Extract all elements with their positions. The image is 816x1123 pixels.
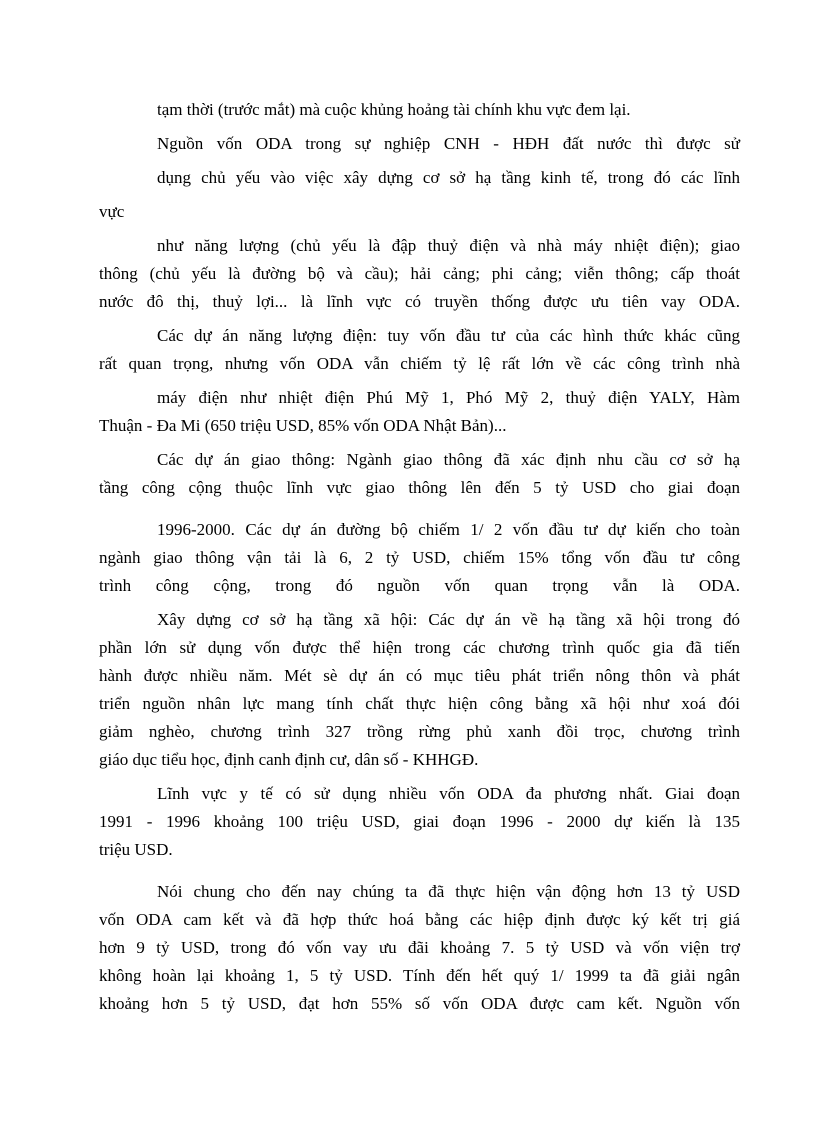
text-line: 1991 - 1996 khoảng 100 triệu USD, giai đoạn 1996 - 2000 dự kiến là 135 (99, 812, 740, 831)
text-line: khoảng hơn 5 tỷ USD, đạt hơn 55% số vốn ODA được cam kết. Nguồn vốn (99, 994, 740, 1013)
text-line: vực (99, 202, 125, 221)
text-line: không hoàn lại khoảng 1, 5 tỷ USD. Tính đến hết quý 1/ 1999 ta đã giải ngân (99, 966, 740, 985)
text-line: trình công cộng, trong đó nguồn vốn quan trọng vẫn là ODA. (99, 576, 740, 595)
text-line: dụng chủ yếu vào việc xây dựng cơ sở hạ tầng kinh tế, trong đó các lĩnh (157, 168, 740, 187)
text-line: ngành giao thông vận tải là 6, 2 tỷ USD, chiếm 15% tổng vốn đầu tư công (99, 548, 740, 567)
text-line: Thuận - Đa Mi (650 triệu USD, 85% vốn ODA Nhật Bản)... (99, 416, 507, 435)
text-line: Các dự án giao thông: Ngành giao thông đã xác định nhu cầu cơ sở hạ (157, 450, 740, 469)
text-line: Xây dựng cơ sở hạ tầng xã hội: Các dự án về hạ tầng xã hội trong đó (157, 610, 740, 629)
text-line: tầng công cộng thuộc lĩnh vực giao thông lên đến 5 tỷ USD cho giai đoạn (99, 478, 740, 497)
text-line: phần lớn sử dụng vốn được thể hiện trong các chương trình quốc gia đã tiến (99, 638, 740, 657)
text-line: hành được nhiều năm. Mét sè dự án có mục tiêu phát triển nông thôn và phát (99, 666, 740, 685)
text-line: như năng lượng (chủ yếu là đập thuỷ điện và nhà máy nhiệt điện); giao (157, 236, 740, 255)
document-body (99, 96, 740, 1018)
text-line: Nguồn vốn ODA trong sự nghiệp CNH - HĐH đất nước thì được sử (157, 134, 740, 153)
text-line: Các dự án năng lượng điện: tuy vốn đầu tư của các hình thức khác cũng (157, 326, 740, 345)
text-line: vốn ODA cam kết và đã hợp thức hoá bằng các hiệp định được ký kết trị giá (99, 910, 740, 929)
text-line: giáo dục tiểu học, định canh định cư, dân số - KHHGĐ. (99, 750, 479, 769)
text-line: thông (chủ yếu là đường bộ và cầu); hải cảng; phi cảng; viễn thông; cấp thoát (99, 264, 740, 283)
text-line: triển nguồn nhân lực mang tính chất thực hiện công bằng xã hội như xoá đói (99, 694, 740, 713)
text-line: rất quan trọng, nhưng vốn ODA vẫn chiếm tỷ lệ rất lớn về các công trình nhà (99, 354, 740, 373)
text-line: Lĩnh vực y tế có sử dụng nhiều vốn ODA đa phương nhất. Giai đoạn (157, 784, 740, 803)
text-line: nước đô thị, thuỷ lợi... là lĩnh vực có truyền thống được ưu tiên vay ODA. (99, 292, 740, 311)
text-line: hơn 9 tỷ USD, trong đó vốn vay ưu đãi khoảng 7. 5 tỷ USD và vốn viện trợ (99, 938, 740, 957)
text-line: máy điện như nhiệt điện Phú Mỹ 1, Phó Mỹ 2, thuỷ điện YALY, Hàm (157, 388, 740, 407)
text-line: 1996-2000. Các dự án đường bộ chiếm 1/ 2 vốn đầu tư dự kiến cho toàn (157, 520, 740, 539)
text-line: tạm thời (trước mắt) mà cuộc khủng hoảng tài chính khu vực đem lại. (157, 100, 631, 119)
text-line: giảm nghèo, chương trình 327 trồng rừng phủ xanh đồi trọc, chương trình (99, 722, 740, 741)
text-line: Nói chung cho đến nay chúng ta đã thực hiện vận động hơn 13 tỷ USD (157, 882, 740, 901)
text-line: triệu USD. (99, 840, 173, 859)
